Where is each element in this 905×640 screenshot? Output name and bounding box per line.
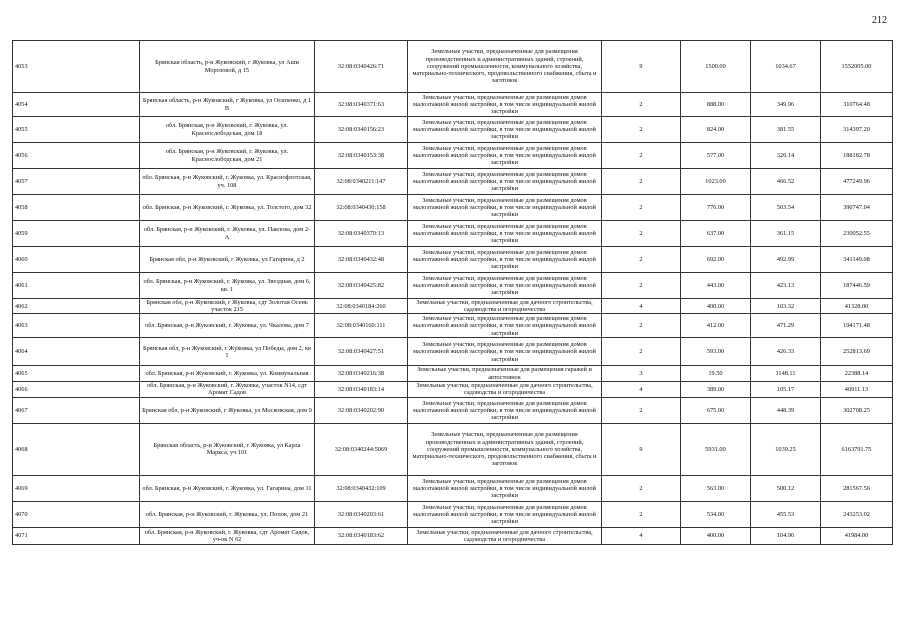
cadastral-value-cell: 302708.25	[821, 397, 893, 423]
record-number: 4069	[13, 475, 140, 501]
table-row	[13, 143, 893, 169]
area-cell: 593.00	[681, 338, 751, 366]
address-cell: обл. Брянская, р-н Жуковский, г. Жуковка, сдт Аромат Садов, уч-ок N 62	[140, 527, 315, 544]
area-cell: 824.00	[681, 117, 751, 143]
record-number: 4057	[13, 169, 140, 195]
cadastral-number: 32:08:0340153:38	[315, 143, 408, 169]
unit-value-cell: 448.39	[751, 397, 821, 423]
land-use-cell: Земельные участки, предназначенные для дачного строительства, садоводства и огородничества	[408, 381, 602, 397]
land-use-group: 4	[602, 527, 681, 544]
table-row	[13, 381, 893, 397]
unit-value-cell: 103.32	[751, 299, 821, 314]
address-cell: обл. Брянская, р-н Жуковский, г. Жуковка, ул. Краснофлотская, уч. 108	[140, 169, 315, 195]
address-cell: обл. Брянская, р-н Жуковский, г. Жуковка, ул. Толстого, дом 32	[140, 195, 315, 221]
table-row	[13, 338, 893, 366]
area-cell: 692.00	[681, 247, 751, 273]
table-row	[13, 247, 893, 273]
land-use-cell: Земельные участки, предназначенные для размещения домов малоэтажной жилой застройки, в том числе индивидуальной жилой застройки	[408, 221, 602, 247]
land-use-group: 4	[602, 381, 681, 397]
cadastral-number: 32:08:0340184:260	[315, 299, 408, 314]
land-use-cell: Земельные участки, предназначенные для размещения производственных и административных зданий, строений, сооружений промышленности, коммунального хозяйства, материально-технического, продовольственного снабжения, сбыта и заготовок	[408, 41, 602, 93]
unit-value-cell: 471.29	[751, 314, 821, 338]
area-cell: 776.00	[681, 195, 751, 221]
cadastral-value-cell: 41984.00	[821, 527, 893, 544]
area-cell: 19.50	[681, 366, 751, 381]
record-number: 4066	[13, 381, 140, 397]
cadastral-number: 32:08:0340156:23	[315, 117, 408, 143]
land-use-cell: Земельные участки, предназначенные для размещения домов малоэтажной жилой застройки, в том числе индивидуальной жилой застройки	[408, 117, 602, 143]
area-cell: 389.00	[681, 381, 751, 397]
land-use-group: 2	[602, 397, 681, 423]
cadastral-value-cell: 341149.08	[821, 247, 893, 273]
land-use-group: 2	[602, 501, 681, 527]
unit-value-cell: 104.96	[751, 527, 821, 544]
land-use-group: 4	[602, 299, 681, 314]
cadastral-number: 32:08:0340430:158	[315, 195, 408, 221]
unit-value-cell: 423.13	[751, 273, 821, 299]
address-cell: Брянская обл, р-н Жуковский, г Жуковка, сдт Золотая Осень участок 215	[140, 299, 315, 314]
table-row	[13, 501, 893, 527]
address-cell: Брянская область, р-н Жуковский, г Жуковка, ул Осипенко, д 1 В	[140, 93, 315, 117]
cadastral-value-cell: 22388.14	[821, 366, 893, 381]
area-cell: 1500.00	[681, 41, 751, 93]
land-use-group: 3	[602, 366, 681, 381]
address-cell: обл. Брянская, р-н Жуковский, г. Жуковка, ул. Краснослободская, дом 21	[140, 143, 315, 169]
unit-value-cell: 492.99	[751, 247, 821, 273]
cadastral-number: 32:08:0340183:14	[315, 381, 408, 397]
table-row	[13, 397, 893, 423]
cadastral-value-cell: 230052.55	[821, 221, 893, 247]
table-row	[13, 314, 893, 338]
area-cell: 637.00	[681, 221, 751, 247]
land-use-group: 2	[602, 273, 681, 299]
record-number: 4053	[13, 41, 140, 93]
record-number: 4067	[13, 397, 140, 423]
cadastral-value-cell: 41328.00	[821, 299, 893, 314]
cadastral-number: 32:08:0340244:5069	[315, 423, 408, 475]
cadastral-number: 32:08:0340203:61	[315, 501, 408, 527]
cadastral-value-table	[12, 40, 893, 545]
unit-value-cell: 326.14	[751, 143, 821, 169]
cadastral-number: 32:08:0340183:62	[315, 527, 408, 544]
area-cell: 443.00	[681, 273, 751, 299]
address-cell: обл. Брянская, р-н Жуковский, г. Жуковка, ул. Краснослободская, дом 18	[140, 117, 315, 143]
cadastral-value-cell: 6163791.75	[821, 423, 893, 475]
cadastral-value-cell: 187446.59	[821, 273, 893, 299]
cadastral-value-cell: 40911.13	[821, 381, 893, 397]
table-row	[13, 221, 893, 247]
land-use-group: 2	[602, 117, 681, 143]
land-use-cell: Земельные участки, предназначенные для размещения домов малоэтажной жилой застройки, в том числе индивидуальной жилой застройки	[408, 338, 602, 366]
record-number: 4063	[13, 314, 140, 338]
cadastral-number: 32:08:0340432:48	[315, 247, 408, 273]
cadastral-number: 32:08:0340371:63	[315, 93, 408, 117]
table-row	[13, 169, 893, 195]
land-use-cell: Земельные участки, предназначенные для размещения домов малоэтажной жилой застройки, в том числе индивидуальной жилой застройки	[408, 93, 602, 117]
cadastral-number: 32:08:0340427:51	[315, 338, 408, 366]
land-use-cell: Земельные участки, предназначенные для размещения домов малоэтажной жилой застройки, в том числе индивидуальной жилой застройки	[408, 195, 602, 221]
area-cell: 534.00	[681, 501, 751, 527]
record-number: 4065	[13, 366, 140, 381]
table-row	[13, 299, 893, 314]
land-use-cell: Земельные участки, предназначенные для размещения домов малоэтажной жилой застройки, в том числе индивидуальной жилой застройки	[408, 169, 602, 195]
cadastral-number: 32:08:0340216:38	[315, 366, 408, 381]
table-row	[13, 41, 893, 93]
cadastral-number: 32:08:0340432:109	[315, 475, 408, 501]
land-use-group: 2	[602, 143, 681, 169]
address-cell: Брянская обл, р-н Жуковский, г Жуковка, ул Победы, дом 2, кв 1	[140, 338, 315, 366]
land-use-cell: Земельные участки, предназначенные для размещения гаражей и автостоянок	[408, 366, 602, 381]
address-cell: Брянская обл, р-н Жуковский, г Жуковка, ул Гагарина, д 2	[140, 247, 315, 273]
table-row	[13, 195, 893, 221]
record-number: 4060	[13, 247, 140, 273]
unit-value-cell: 455.53	[751, 501, 821, 527]
record-number: 4062	[13, 299, 140, 314]
record-number: 4058	[13, 195, 140, 221]
unit-value-cell: 1034.67	[751, 41, 821, 93]
unit-value-cell: 105.17	[751, 381, 821, 397]
cadastral-number: 32:08:0340160:111	[315, 314, 408, 338]
cadastral-value-cell: 243253.02	[821, 501, 893, 527]
unit-value-cell: 349.96	[751, 93, 821, 117]
land-use-cell: Земельные участки, предназначенные для размещения производственных и административных зданий, строений, сооружений промышленности, коммунального хозяйства, материально-технического, продовольственного снабжения, сбыта и заготовок	[408, 423, 602, 475]
cadastral-value-cell: 477249.96	[821, 169, 893, 195]
address-cell: обл. Брянская, р-н Жуковский, г. Жуковка, ул. Гагарина, дом 11	[140, 475, 315, 501]
land-use-group: 9	[602, 41, 681, 93]
land-use-group: 2	[602, 169, 681, 195]
address-cell: обл. Брянская, р-н Жуковский, г. Жуковка, ул. Коммунальная	[140, 366, 315, 381]
land-use-cell: Земельные участки, предназначенные для размещения домов малоэтажной жилой застройки, в том числе индивидуальной жилой застройки	[408, 273, 602, 299]
record-number: 4068	[13, 423, 140, 475]
address-cell: обл. Брянская, р-н Жуковский, г. Жуковка, ул. Звездная, дом 6, кв. 1	[140, 273, 315, 299]
address-cell: Брянская область, р-н Жуковский, г Жуковка, ул Аши Морозовой, д 15	[140, 41, 315, 93]
record-number: 4055	[13, 117, 140, 143]
area-cell: 888.00	[681, 93, 751, 117]
record-number: 4056	[13, 143, 140, 169]
land-use-cell: Земельные участки, предназначенные для размещения домов малоэтажной жилой застройки, в том числе индивидуальной жилой застройки	[408, 247, 602, 273]
cadastral-value-cell: 314397.20	[821, 117, 893, 143]
area-cell: 400.00	[681, 299, 751, 314]
cadastral-value-cell: 194171.48	[821, 314, 893, 338]
address-cell: Брянская область, р-н Жуковский, г Жуковка, ул Карла Маркса, уч 101	[140, 423, 315, 475]
land-use-group: 2	[602, 314, 681, 338]
address-cell: Брянская обл, р-н Жуковский, г Жуковка, ул Московская, дом 9	[140, 397, 315, 423]
land-use-cell: Земельные участки, предназначенные для дачного строительства, садоводства и огородничества	[408, 299, 602, 314]
unit-value-cell: 361.15	[751, 221, 821, 247]
record-number: 4054	[13, 93, 140, 117]
cadastral-value-cell: 252813.69	[821, 338, 893, 366]
land-use-cell: Земельные участки, предназначенные для дачного строительства, садоводства и огородничества	[408, 527, 602, 544]
land-use-cell: Земельные участки, предназначенные для размещения домов малоэтажной жилой застройки, в том числе индивидуальной жилой застройки	[408, 314, 602, 338]
land-use-cell: Земельные участки, предназначенные для размещения домов малоэтажной жилой застройки, в том числе индивидуальной жилой застройки	[408, 501, 602, 527]
area-cell: 1023.00	[681, 169, 751, 195]
area-cell: 675.00	[681, 397, 751, 423]
record-number: 4071	[13, 527, 140, 544]
unit-value-cell: 1148.11	[751, 366, 821, 381]
table-row	[13, 117, 893, 143]
land-use-cell: Земельные участки, предназначенные для размещения домов малоэтажной жилой застройки, в том числе индивидуальной жилой застройки	[408, 475, 602, 501]
land-use-group: 2	[602, 93, 681, 117]
land-use-group: 2	[602, 475, 681, 501]
address-cell: обл. Брянская, р-н Жуковский, г. Жуковка, ул. Чкалова, дом 7	[140, 314, 315, 338]
unit-value-cell: 503.54	[751, 195, 821, 221]
table-row	[13, 527, 893, 544]
table-row	[13, 366, 893, 381]
area-cell: 400.00	[681, 527, 751, 544]
record-number: 4059	[13, 221, 140, 247]
unit-value-cell: 426.33	[751, 338, 821, 366]
land-use-cell: Земельные участки, предназначенные для размещения домов малоэтажной жилой застройки, в том числе индивидуальной жилой застройки	[408, 397, 602, 423]
cadastral-value-cell: 188182.78	[821, 143, 893, 169]
table-row	[13, 93, 893, 117]
table-row	[13, 273, 893, 299]
record-number: 4064	[13, 338, 140, 366]
cadastral-value-cell: 1552005.00	[821, 41, 893, 93]
land-use-cell: Земельные участки, предназначенные для размещения домов малоэтажной жилой застройки, в том числе индивидуальной жилой застройки	[408, 143, 602, 169]
record-number: 4061	[13, 273, 140, 299]
land-use-group: 2	[602, 247, 681, 273]
unit-value-cell: 1039.25	[751, 423, 821, 475]
cadastral-value-cell: 281567.56	[821, 475, 893, 501]
cadastral-number: 32:08:0340370:13	[315, 221, 408, 247]
cadastral-number: 32:08:0340211:147	[315, 169, 408, 195]
table-row	[13, 423, 893, 475]
table-body	[13, 41, 893, 545]
area-cell: 5931.00	[681, 423, 751, 475]
area-cell: 563.00	[681, 475, 751, 501]
unit-value-cell: 381.55	[751, 117, 821, 143]
table-row	[13, 475, 893, 501]
cadastral-value-cell: 310764.48	[821, 93, 893, 117]
cadastral-number: 32:08:0340425:82	[315, 273, 408, 299]
area-cell: 412.00	[681, 314, 751, 338]
unit-value-cell: 466.52	[751, 169, 821, 195]
unit-value-cell: 500.12	[751, 475, 821, 501]
area-cell: 577.00	[681, 143, 751, 169]
record-number: 4070	[13, 501, 140, 527]
land-use-group: 2	[602, 195, 681, 221]
cadastral-number: 32:08:0340202:90	[315, 397, 408, 423]
cadastral-value-cell: 390747.04	[821, 195, 893, 221]
land-use-group: 9	[602, 423, 681, 475]
address-cell: обл. Брянская, р-н Жуковский, г. Жуковка, ул. Павлова, дом 2-А	[140, 221, 315, 247]
land-use-group: 2	[602, 221, 681, 247]
page-number: 212	[872, 15, 887, 26]
address-cell: обл. Брянская, р-н Жуковский, г. Жуковка, участок N14, сдт Аромат Садов	[140, 381, 315, 397]
cadastral-number: 32:08:0340426:71	[315, 41, 408, 93]
land-use-group: 2	[602, 338, 681, 366]
address-cell: обл. Брянская, р-н Жуковский, г. Жуковка, ул. Попок, дом 21	[140, 501, 315, 527]
